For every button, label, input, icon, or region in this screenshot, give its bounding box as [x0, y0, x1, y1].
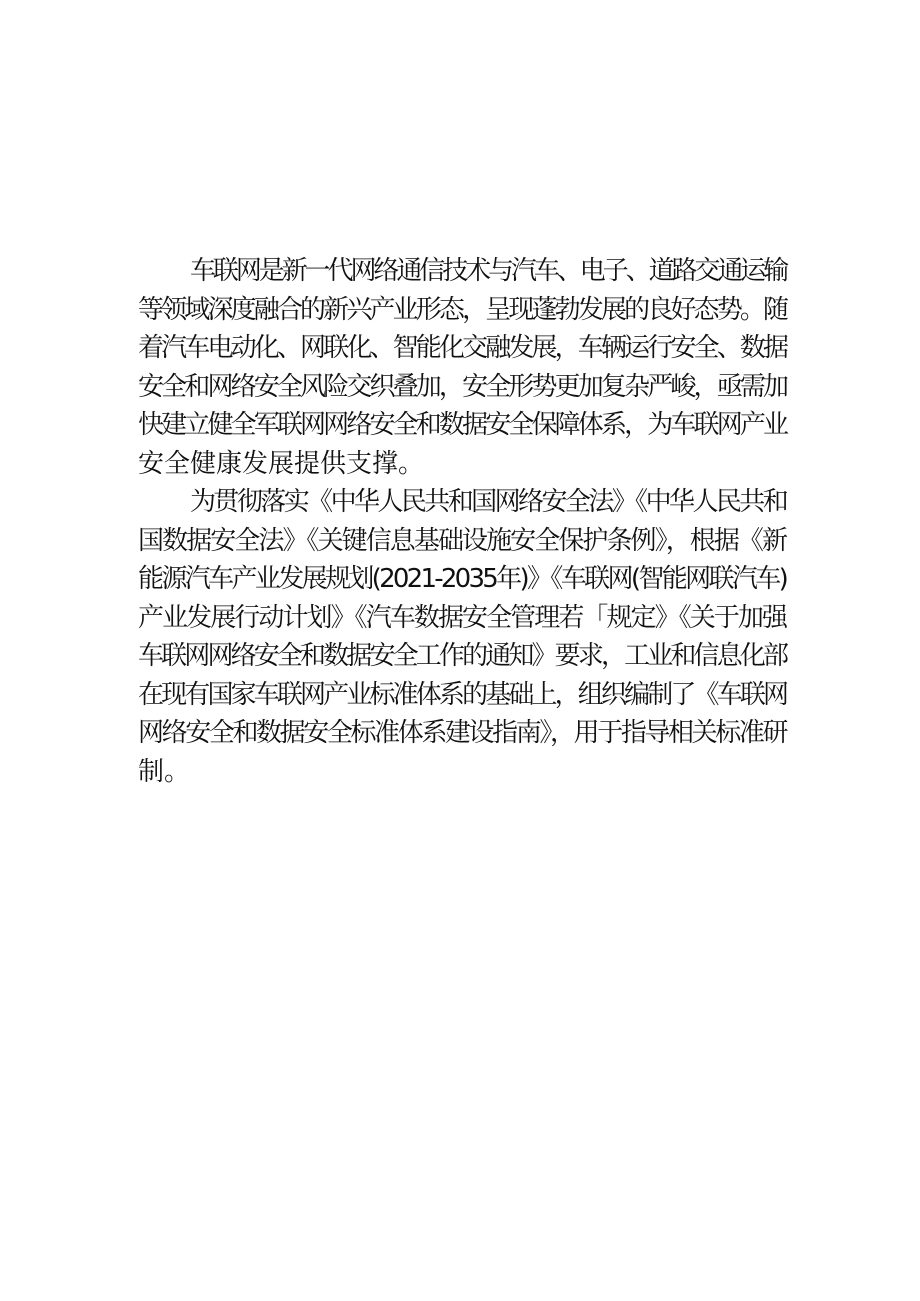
paragraph-line: 车联网是新一代网络通信技术与汽车、电子、道路交通运输: [190, 256, 786, 286]
paragraph-line: 制。: [138, 756, 191, 787]
paragraph-line: 等领域深度融合的新兴产业形态，呈现蓬勃发展的良好态势。随: [138, 294, 786, 325]
paragraph-line: 车联网网络安全和数据安全工作的通知》要求，工业和信息化部: [138, 641, 786, 671]
paragraph-line: 安全和网络安全风险交织叠加，安全形势更加复杂严峻，亟需加: [138, 371, 786, 402]
paragraph-line: 网络安全和数据安全标准体系建设指南》，用于指导相关标准研: [138, 718, 786, 748]
paragraph-line: 着汽车电动化、网联化、智能化交融发展，车辆运行安全、数据: [138, 333, 786, 363]
paragraph-line: 国数据安全法》《关键信息基础设施安全保护条例》，根据《新: [138, 525, 786, 556]
paragraph-line: 安全健康发展提供支撑。: [138, 448, 425, 479]
paragraph-line: 为贯彻落实《中华人民共和国网络安全法》《中华人民共和: [190, 487, 786, 517]
body-text: [138, 252, 786, 791]
paragraph-line: 能源汽车产业发展规划(2021-2035年)》《车联网(智能网联汽车): [138, 564, 786, 594]
paragraph-line: 快建立健全军联网网络安全和数据安全保障体系，为车联网产业: [138, 410, 786, 440]
paragraph-line: 在现有国家车联网产业标准体系的基础上，组织编制了《车联网: [138, 679, 786, 710]
paragraph-2: [138, 483, 786, 791]
paragraph-line: 产业发展行动计划》《汽车数据安全管理若「规定》《关于加强: [138, 602, 786, 633]
paragraph-1: [138, 252, 786, 483]
